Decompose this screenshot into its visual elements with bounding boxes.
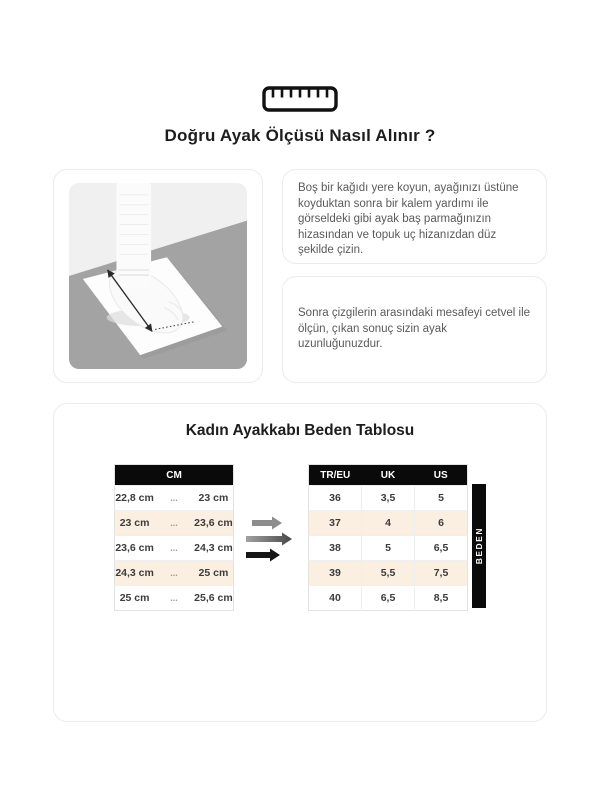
- instruction-card-2: [282, 276, 547, 383]
- ruler-icon: [262, 86, 338, 112]
- tr-eu-cell: 39: [309, 561, 362, 586]
- tr-eu-header-cell: TR/EU: [309, 465, 362, 486]
- uk-cell: 5,5: [362, 561, 415, 586]
- us-header-cell: US: [415, 465, 468, 486]
- us-cell: 5: [415, 486, 468, 511]
- range-separator: ...: [154, 536, 194, 561]
- uk-cell: 3,5: [362, 486, 415, 511]
- uk-header-cell: UK: [362, 465, 415, 486]
- conversion-arrows-icon: [244, 514, 298, 570]
- tr-eu-cell: 37: [309, 511, 362, 536]
- cm-table: [114, 464, 234, 611]
- us-cell: 8,5: [415, 586, 468, 611]
- size-table-card: [53, 403, 547, 722]
- cm-to-cell: 23 cm: [194, 486, 234, 511]
- us-cell: 6,5: [415, 536, 468, 561]
- us-cell: 6: [415, 511, 468, 536]
- table-row: [115, 561, 234, 586]
- tr-eu-cell: 40: [309, 586, 362, 611]
- foot-photo-graphic: [69, 183, 247, 369]
- cm-from-cell: 25 cm: [115, 586, 155, 611]
- tr-eu-cell: 36: [309, 486, 362, 511]
- cm-to-cell: 25,6 cm: [194, 586, 234, 611]
- instruction-step1-text: Boş bir kağıdı yere koyun, ayağınızı üstüne koyduktan sonra bir kalem yardımı ile görseldeki gibi ayak baş parmağınızın hizasından ve topuk uç hizanızdan düz şekilde çizin.: [298, 182, 519, 256]
- range-separator: ...: [154, 561, 194, 586]
- cm-from-cell: 22,8 cm: [115, 486, 155, 511]
- table-row: [115, 586, 234, 611]
- page-title: Doğru Ayak Ölçüsü Nasıl Alınır ?: [164, 126, 436, 145]
- foot-photo-card: [53, 169, 263, 383]
- cm-from-cell: 23,6 cm: [115, 536, 155, 561]
- cm-to-cell: 23,6 cm: [194, 511, 234, 536]
- tr-eu-cell: 38: [309, 536, 362, 561]
- table-row: [309, 486, 468, 511]
- range-separator: ...: [154, 586, 194, 611]
- instruction-step2-text: Sonra çizgilerin arasındaki mesafeyi cetvel ile ölçün, çıkan sonuç sizin ayak uzunluğunuzdur.: [298, 307, 531, 351]
- cm-to-cell: 24,3 cm: [194, 536, 234, 561]
- table-row: [309, 561, 468, 586]
- cm-from-cell: 24,3 cm: [115, 561, 155, 586]
- table-row: [115, 536, 234, 561]
- range-separator: ...: [154, 511, 194, 536]
- uk-cell: 6,5: [362, 586, 415, 611]
- foot-measurement-photo: [69, 183, 247, 369]
- size-tables-row: [54, 464, 546, 611]
- uk-cell: 5: [362, 536, 415, 561]
- size-table-title: Kadın Ayakkabı Beden Tablosu: [185, 422, 415, 439]
- beden-side-label: [472, 484, 486, 608]
- table-row: [309, 536, 468, 561]
- table-row: [115, 511, 234, 536]
- uk-cell: 4: [362, 511, 415, 536]
- table-row: [115, 486, 234, 511]
- us-cell: 7,5: [415, 561, 468, 586]
- table-row: [309, 511, 468, 536]
- intl-table-header-row: [309, 465, 468, 486]
- cm-from-cell: 23 cm: [115, 511, 155, 536]
- table-row: [309, 586, 468, 611]
- beden-label-text: BEDEN: [474, 527, 484, 565]
- international-size-table: [308, 464, 468, 611]
- cm-table-header-row: [115, 465, 234, 486]
- cm-to-cell: 25 cm: [194, 561, 234, 586]
- range-separator: ...: [154, 486, 194, 511]
- instruction-card-1: [282, 169, 547, 264]
- cm-header-cell: CM: [115, 465, 234, 486]
